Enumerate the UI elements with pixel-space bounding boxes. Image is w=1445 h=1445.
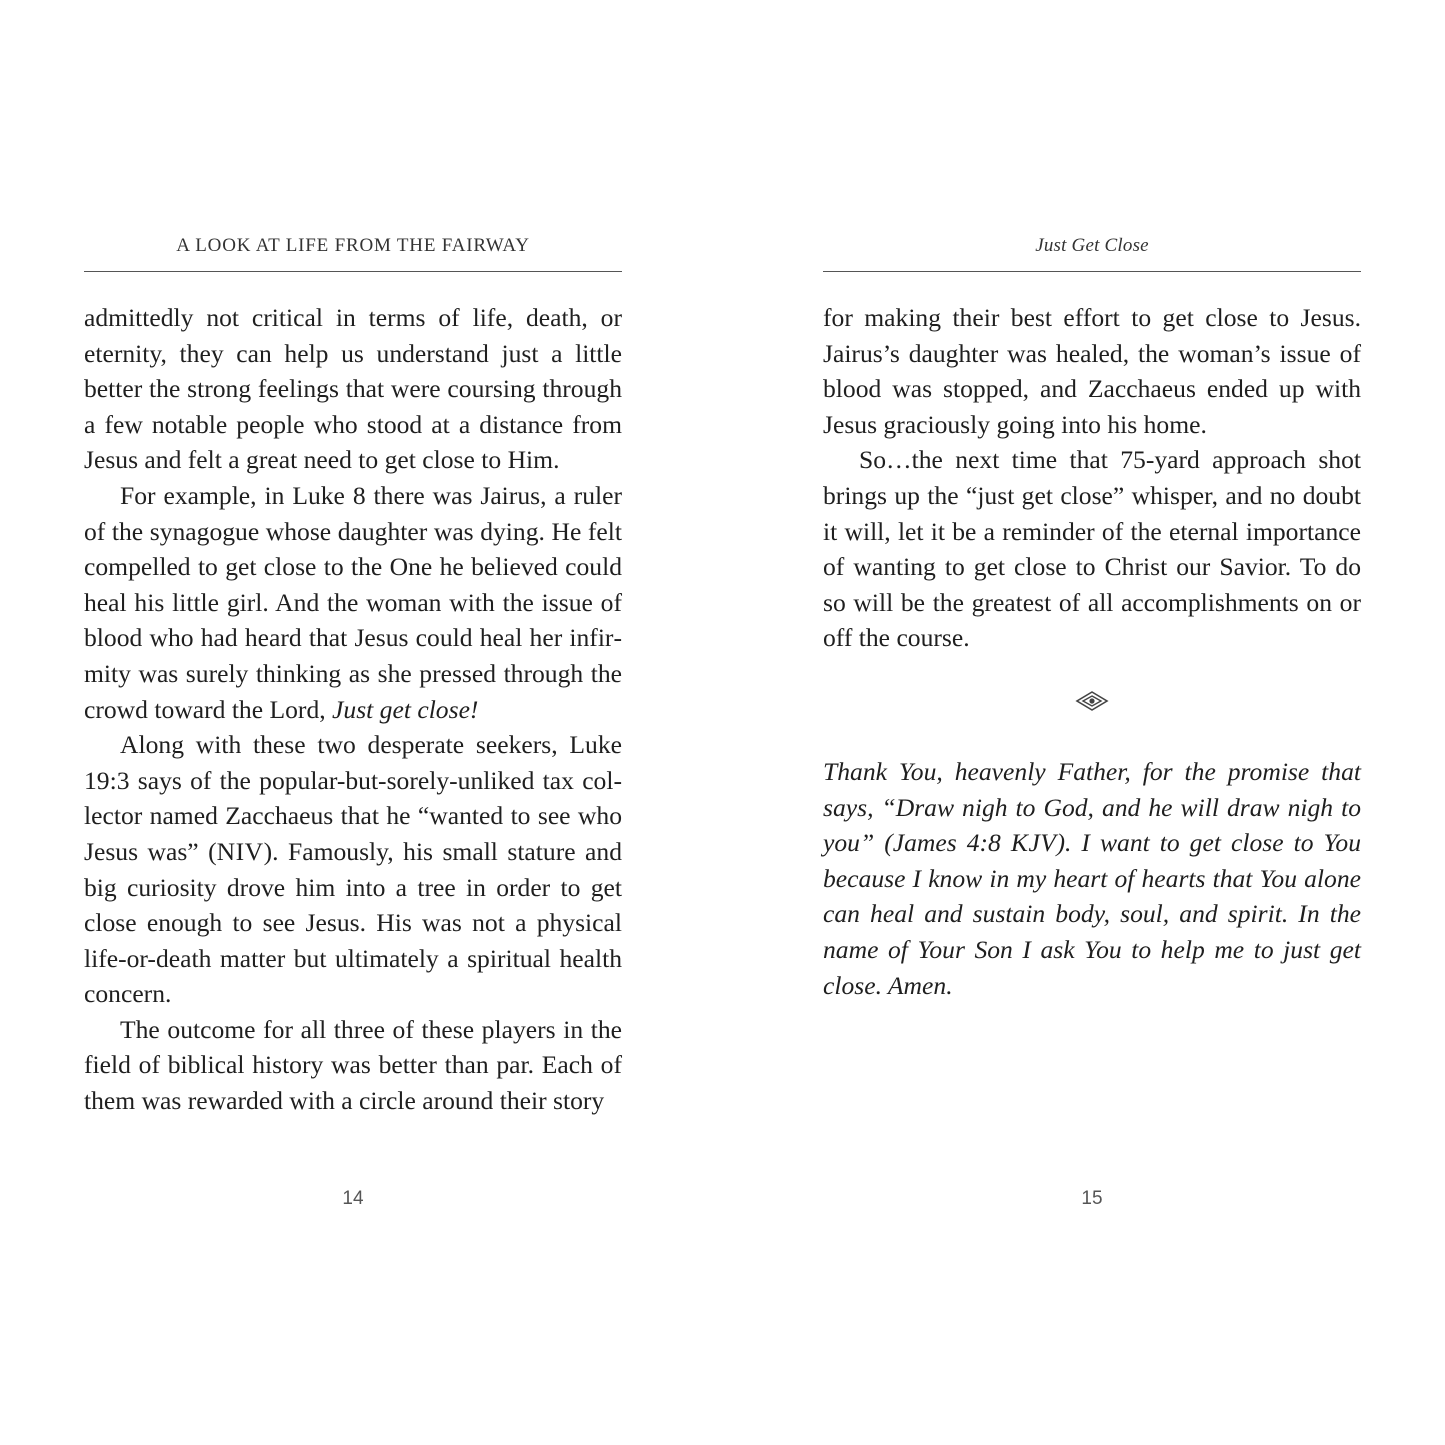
prayer-text (823, 754, 1361, 1003)
prayer-part: Thank You, heavenly Father, for the promise that says, “Draw nigh to God, and he will draw nigh to you” (James 4:8 (823, 757, 1361, 858)
bible-version-abbrev: NIV (216, 836, 264, 866)
header-rule (84, 271, 622, 272)
paragraph-text: Along with these two desperate seekers, Luke 19:3 says of the popular-but-sorely-unliked tax collector named Zacchaeus that he “wanted to see who Jesus was” ( (84, 730, 622, 866)
page-number: 15 (1081, 1188, 1103, 1209)
running-head-book-title: A LOOK AT LIFE FROM THE FAIRWAY (176, 235, 530, 256)
emphasis-text: Just get close! (332, 694, 479, 724)
paragraph-text: ). Famously, his small stature and big curiosity drove him into a tree in order to get close enough to see Jesus. His was not a physical life-or-death matter but ultimately a spiritual health concern. (84, 836, 622, 1009)
paragraph: for making their best effort to get close to Jesus. Jairus’s daughter was healed, the woman’s issue of blood was stopped, and Zacchaeus ended up with Jesus graciously going into his home. (823, 303, 1361, 439)
bible-version-abbrev: KJV (1010, 828, 1057, 858)
left-page (84, 0, 622, 1445)
paragraph-text: For example, in Luke 8 there was Jairus, a ruler of the synagogue whose daughter was dying. He felt compelled to get close to the One he believed could heal his little girl. And the woman with the issue of blood who had heard that Jesus could heal her infirmity was surely thinking as she pressed through the crowd toward the Lord, (84, 480, 622, 724)
page-number: 14 (342, 1188, 364, 1209)
paragraph: admittedly not critical in terms of life, death, or eternity, they can help us understand just a little better the strong feelings that were coursing through a few notable people who stood at a distance from Jesus and felt a great need to get close to Him. (84, 303, 622, 475)
running-head-chapter-title: Just Get Close (1035, 235, 1149, 256)
right-body-text (823, 300, 1361, 656)
left-body-text (84, 300, 622, 1119)
paragraph (84, 727, 622, 1012)
right-page (823, 0, 1361, 1445)
header-rule (823, 271, 1361, 272)
paragraph: So…the next time that 75-yard approach shot brings up the “just get close” whisper, and no doubt it will, let it be a reminder of the eternal importance of wanting to get close to Christ our Savior. To do so will be the greatest of all accomplishments on or off the course. (823, 445, 1361, 653)
paragraph: The outcome for all three of these players in the field of biblical history was better than par. Each of them was rewarded with a circle around their story (84, 1014, 622, 1116)
prayer-part: ). I want to get close to You because I know in my heart of hearts that You alone can heal and sustain body, soul, and spirit. In the name of Your Son I ask You to help me to just get close. Amen. (823, 828, 1362, 1000)
diamond-ornament-icon (1075, 690, 1109, 712)
paragraph (84, 478, 622, 727)
